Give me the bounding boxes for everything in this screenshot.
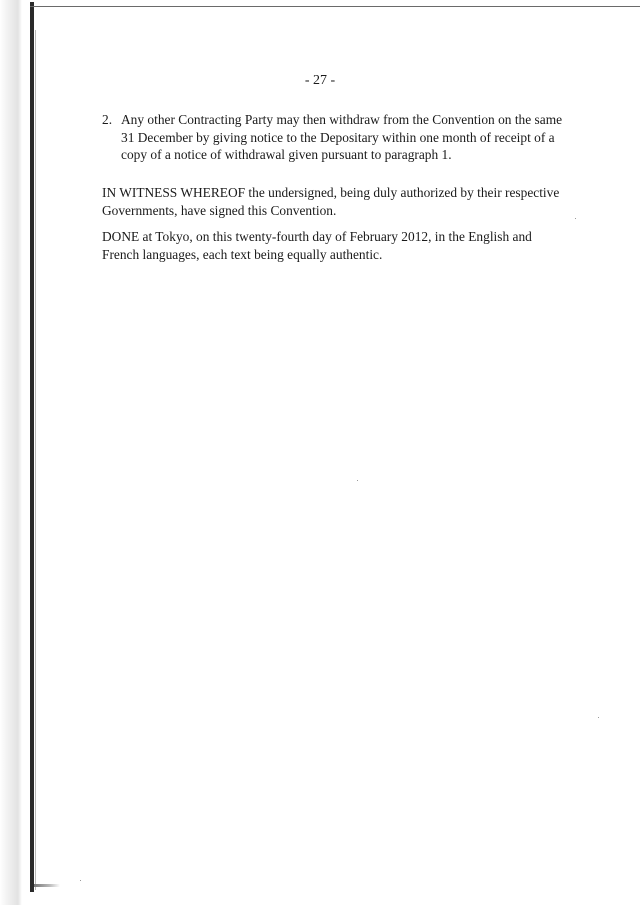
bottom-scan-smudge — [34, 884, 60, 887]
paragraph-2 — [102, 111, 572, 164]
scan-speck — [598, 717, 599, 718]
binding-line-faint — [35, 30, 36, 890]
scan-speck — [80, 880, 81, 881]
done-clause: DONE at Tokyo, on this twenty-fourth day of February 2012, in the English and French languages, each text being equally authentic. — [102, 229, 532, 262]
witness-clause: IN WITNESS WHEREOF the undersigned, being duly authorized by their respective Governments, have signed this Convention. — [102, 185, 560, 218]
scan-speck — [575, 218, 576, 219]
binding-line — [30, 2, 34, 892]
page-number: - 27 - — [304, 73, 336, 88]
scan-edge-shadow — [0, 0, 30, 905]
paragraph-number: 2. — [102, 112, 113, 127]
top-edge-rule — [30, 6, 640, 7]
paragraph-text: Any other Contracting Party may then withdraw from the Convention on the same 31 December by giving notice to the Depositary within one month of receipt of a copy of a notice of withdrawal given pursuant to paragraph 1. — [121, 112, 563, 162]
scan-speck — [357, 480, 358, 481]
